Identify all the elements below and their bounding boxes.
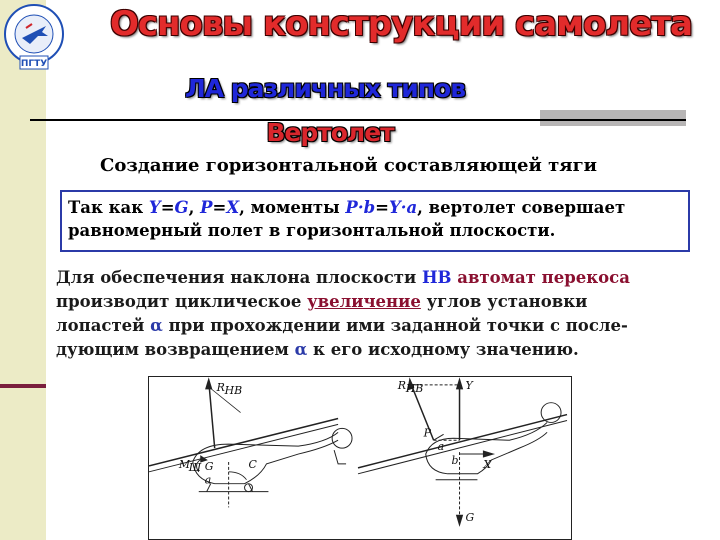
page-title: Основы конструкции самолета xyxy=(110,4,692,44)
explanation-paragraph xyxy=(56,266,706,362)
para-text: углов установки xyxy=(420,292,588,311)
box-eq: = xyxy=(160,198,175,217)
para-text: к его исходному значению. xyxy=(307,340,579,359)
term-swashplate: автомат перекоса xyxy=(457,268,630,287)
sidebar-stripe xyxy=(0,0,46,540)
label-X-right: X xyxy=(483,457,492,471)
para-text: Для обеспечения наклона плоскости xyxy=(56,268,422,287)
slide-heading: Создание горизонтальной составляющей тяги xyxy=(100,155,597,176)
label-Rsub-left: НВ xyxy=(224,383,243,397)
label-P-right: P xyxy=(423,426,432,440)
label-Rsub-right: НВ xyxy=(405,381,424,395)
left-helicopter xyxy=(149,379,352,507)
alpha-symbol: α xyxy=(150,316,163,335)
label-G-right: G xyxy=(465,511,475,525)
page-subtitle: ЛА различных типов xyxy=(184,74,466,103)
label-M-left: M xyxy=(178,457,191,471)
label-a-right: a xyxy=(437,440,445,454)
label-Y-right: Y xyxy=(465,378,473,392)
section-title: Вертолет xyxy=(266,118,394,147)
para-text: при прохождении ими заданной точки с после- xyxy=(162,316,628,335)
condition-box xyxy=(60,190,690,252)
box-line-2: равномерный полет в горизонтальной плоскости. xyxy=(68,221,556,240)
alpha-symbol: α xyxy=(294,340,308,359)
box-eq: = xyxy=(212,198,227,217)
decorative-gray-bar xyxy=(540,110,686,126)
box-eq: = xyxy=(375,198,389,217)
var-Ya: Y·a xyxy=(388,198,418,217)
box-text: , вертолет совершает xyxy=(417,198,626,217)
box-comma: , xyxy=(188,198,201,217)
logo-text: ПГТУ xyxy=(20,59,48,69)
right-helicopter xyxy=(358,379,567,525)
box-text: , моменты xyxy=(239,198,346,217)
box-text: Так как xyxy=(68,198,149,217)
label-C-left: C xyxy=(248,457,257,471)
label-b-right: b xyxy=(451,453,459,467)
para-text: дующим возвращением xyxy=(56,340,295,359)
helicopter-diagram xyxy=(148,376,572,540)
label-R-right: R xyxy=(397,378,407,392)
para-text: лопастей xyxy=(56,316,151,335)
label-a-left: a xyxy=(204,473,212,487)
var-P: P xyxy=(200,198,213,217)
label-Msub-left: Ш xyxy=(188,460,202,474)
sidebar-accent-bar xyxy=(0,384,46,388)
var-G: G xyxy=(174,198,189,217)
term-nv: НВ xyxy=(421,268,452,287)
university-logo xyxy=(2,2,66,72)
var-Y: Y xyxy=(148,198,161,217)
label-G-left: G xyxy=(204,459,214,473)
label-R-left: R xyxy=(216,380,225,394)
para-text: производит циклическое xyxy=(56,292,308,311)
var-X: X xyxy=(226,198,240,217)
var-Pb: P·b xyxy=(345,198,376,217)
term-increase: увеличение xyxy=(307,292,421,311)
